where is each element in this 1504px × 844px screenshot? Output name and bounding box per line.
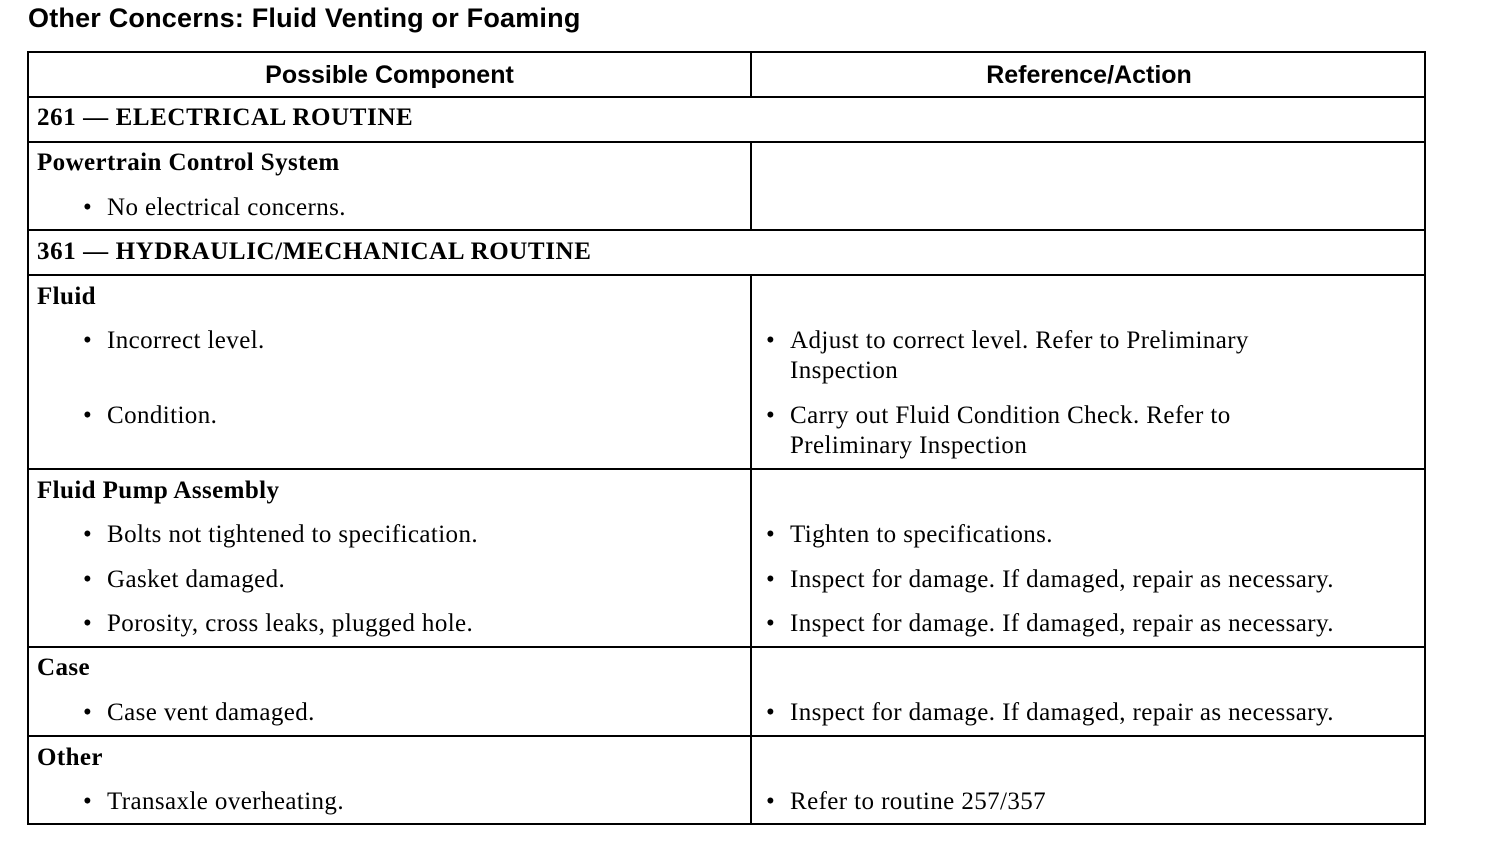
action-item: • Carry out Fluid Condition Check. Refer to Preliminary Inspection (790, 401, 1231, 461)
row-divider (29, 229, 1424, 231)
row-divider (29, 646, 1424, 648)
component-item: • Gasket damaged. (107, 565, 285, 595)
component-item: • No electrical concerns. (107, 193, 346, 223)
group-title-fluid-pump-assembly: Fluid Pump Assembly (37, 477, 280, 504)
action-item: • Adjust to correct level. Refer to Preliminary Inspection (790, 326, 1249, 386)
column-header-reference-action: Reference/Action (986, 60, 1192, 89)
row-divider (29, 274, 1424, 276)
section-heading-electrical: 261 — ELECTRICAL ROUTINE (37, 104, 414, 131)
component-item: • Condition. (107, 401, 217, 431)
action-item: • Inspect for damage. If damaged, repair as necessary. (790, 609, 1334, 639)
group-title-other: Other (37, 744, 103, 771)
action-item: • Inspect for damage. If damaged, repair as necessary. (790, 565, 1334, 595)
action-item: • Tighten to specifications. (790, 520, 1053, 550)
action-item: • Inspect for damage. If damaged, repair as necessary. (790, 698, 1334, 728)
column-divider (750, 141, 752, 231)
section-heading-hydraulic-mechanical: 361 — HYDRAULIC/MECHANICAL ROUTINE (37, 238, 592, 265)
group-title-powertrain-control-system: Powertrain Control System (37, 149, 340, 176)
component-item: • Porosity, cross leaks, plugged hole. (107, 609, 473, 639)
column-divider (750, 274, 752, 825)
component-item: • Incorrect level. (107, 326, 265, 356)
diagnostic-table (27, 51, 1426, 825)
component-item: • Case vent damaged. (107, 698, 315, 728)
row-divider (29, 468, 1424, 470)
component-item: • Transaxle overheating. (107, 787, 344, 817)
row-divider (29, 735, 1424, 737)
row-divider (29, 141, 1424, 143)
component-item: • Bolts not tightened to specification. (107, 520, 478, 550)
group-title-fluid: Fluid (37, 283, 96, 310)
column-header-possible-component: Possible Component (265, 60, 514, 89)
action-item: • Refer to routine 257/357 (790, 787, 1046, 817)
group-title-case: Case (37, 654, 90, 681)
page-title: Other Concerns: Fluid Venting or Foaming (28, 3, 581, 33)
